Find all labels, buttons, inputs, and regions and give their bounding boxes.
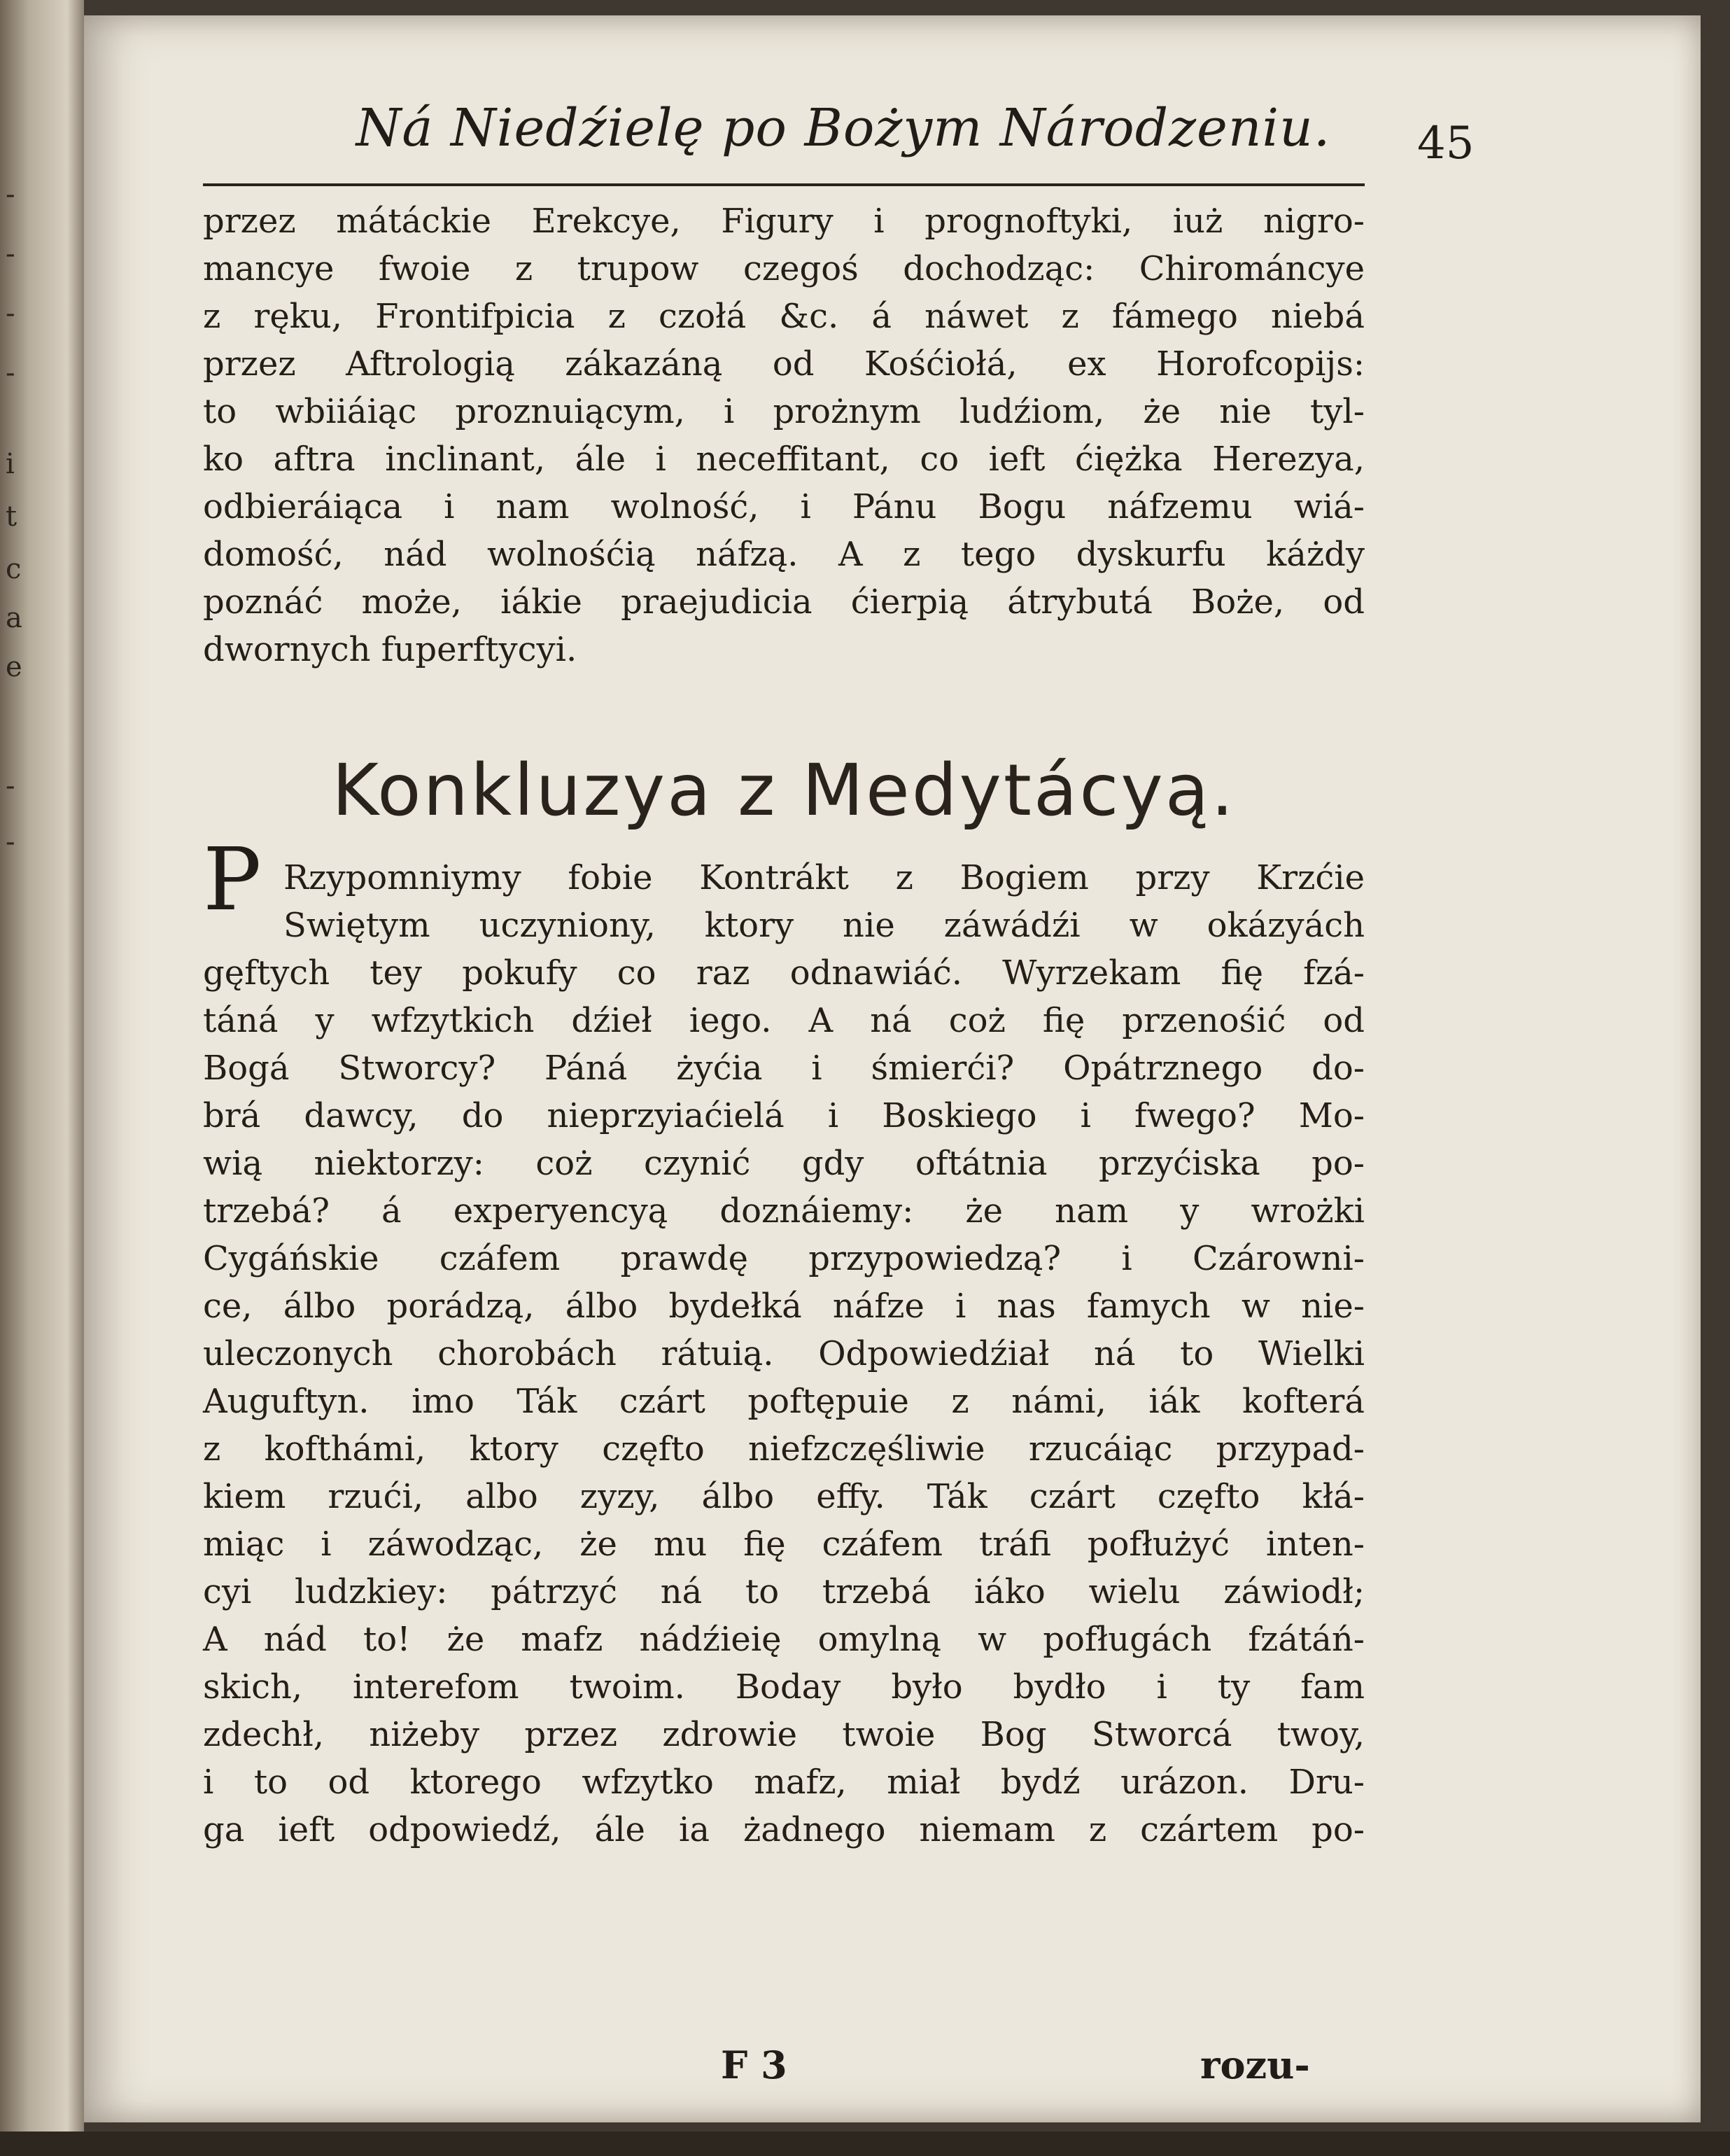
text-line: cyi ludzkiey: pátrzyć ná to trzebá iáko wielu záwiodł; — [203, 1572, 1365, 1611]
text-line: odbieráiąca i nam wolność, i Pánu Bogu náfzemu wiá- — [203, 487, 1365, 526]
margin-mark: c — [6, 553, 22, 585]
text-line: skich, interefom twoim. Boday było bydło i ty fam — [203, 1667, 1365, 1707]
text-line: ce, álbo porádzą, álbo bydełká náfze i nas famych w nie- — [203, 1287, 1365, 1326]
margin-mark: a — [6, 602, 22, 634]
margin-mark: t — [6, 500, 17, 533]
text-line: domość, nád wolnośćią náfzą. A z tego dyskurfu káżdy — [203, 535, 1365, 574]
catchword: rozu- — [1200, 2043, 1310, 2087]
drop-cap: P — [203, 830, 262, 930]
text-line: Auguftyn. imo Ták czárt poftępuie z námi, iák kofterá — [203, 1382, 1365, 1421]
text-line: ko aftra inclinant, ále i neceffitant, co ieft ćiężka Herezya, — [203, 440, 1365, 479]
page-number: 45 — [1417, 118, 1475, 169]
text-line: zdechł, niżeby przez zdrowie twoie Bog Stworcá twoy, — [203, 1715, 1365, 1754]
text-line: to wbiiáiąc proznuiącym, i prożnym ludźiom, że nie tyl- — [203, 392, 1365, 431]
paragraph-2 — [203, 949, 1365, 1854]
text-line: uleczonych chorobách rátuią. Odpowiedźiał ná to Wielki — [203, 1334, 1365, 1373]
margin-mark: - — [6, 770, 15, 802]
text-line: Swiętym uczyniony, ktory nie záwádźi w okázyách — [283, 906, 1365, 945]
text-line: ga ieft odpowiedź, ále ia żadnego niemam z czártem po- — [203, 1810, 1365, 1849]
left-page-edge — [0, 0, 84, 2156]
text-line: z kofthámi, ktory częfto niefzczęśliwie rzucáiąc przypad- — [203, 1429, 1365, 1469]
text-line: táná y wfzytkich dźieł iego. A ná coż fię przenośić od — [203, 1001, 1365, 1040]
margin-mark: - — [6, 298, 15, 330]
scan-bottom-edge — [0, 2132, 1730, 2156]
text-line: A nád to! że mafz nádźieię omylną w pofługách fzátáń- — [203, 1620, 1365, 1659]
section-title: Konkluzya z Medytácyą. — [332, 749, 1236, 832]
text-line: brá dawcy, do nieprzyiaćielá i Boskiego i fwego? Mo- — [203, 1096, 1365, 1135]
text-line: z ręku, Frontifpicia z czołá &c. á náwet z fámego niebá — [203, 297, 1365, 336]
text-line: wią niektorzy: coż czynić gdy oftátnia przyćiska po- — [203, 1144, 1365, 1183]
text-line: poznáć może, iákie praejudicia ćierpią átrybutá Boże, od — [203, 582, 1365, 622]
text-line: trzebá? á experyencyą doznáiemy: że nam y wrożki — [203, 1191, 1365, 1231]
text-line: przez mátáckie Erekcye, Figury i prognoftyki, iuż nigro- — [203, 202, 1365, 241]
paragraph-1 — [203, 197, 1365, 673]
margin-mark: e — [6, 651, 22, 683]
text-line: i to od ktorego wfzytko mafz, miał bydź urázon. Dru- — [203, 1763, 1365, 1802]
margin-mark: - — [6, 238, 15, 270]
margin-mark: - — [6, 178, 15, 211]
text-line: dwornych fuperftycyi. — [203, 630, 577, 669]
text-line: kiem rzući, albo zyzy, álbo effy. Ták czárt częfto kłá- — [203, 1477, 1365, 1516]
text-line: Cygáńskie czáfem prawdę przypowiedzą? i Czárowni- — [203, 1239, 1365, 1278]
paragraph-2-indented — [283, 854, 1365, 949]
text-line: Rzypomniymy fobie Kontrákt z Bogiem przy Krzćie — [283, 858, 1365, 897]
text-line: mancye fwoie z trupow czegoś dochodząc: Chirománcye — [203, 249, 1365, 288]
text-line: miąc i záwodząc, że mu fię czáfem tráfi pofłużyć inten- — [203, 1525, 1365, 1564]
margin-mark: i — [6, 448, 15, 480]
running-head: Ná Niedźielę po Bożym Národzeniu. — [356, 98, 1331, 158]
signature-mark: F 3 — [721, 2043, 787, 2087]
text-line: Bogá Stworcy? Páná żyćia i śmierći? Opátrznego do- — [203, 1049, 1365, 1088]
text-line: gęftych tey pokufy co raz odnawiáć. Wyrzekam fię fzá- — [203, 953, 1365, 993]
text-line: przez Aftrologią zákazáną od Kośćiołá, ex Horofcopijs: — [203, 344, 1365, 384]
margin-mark: - — [6, 826, 15, 858]
margin-mark: - — [6, 357, 15, 389]
header-rule — [203, 183, 1365, 186]
